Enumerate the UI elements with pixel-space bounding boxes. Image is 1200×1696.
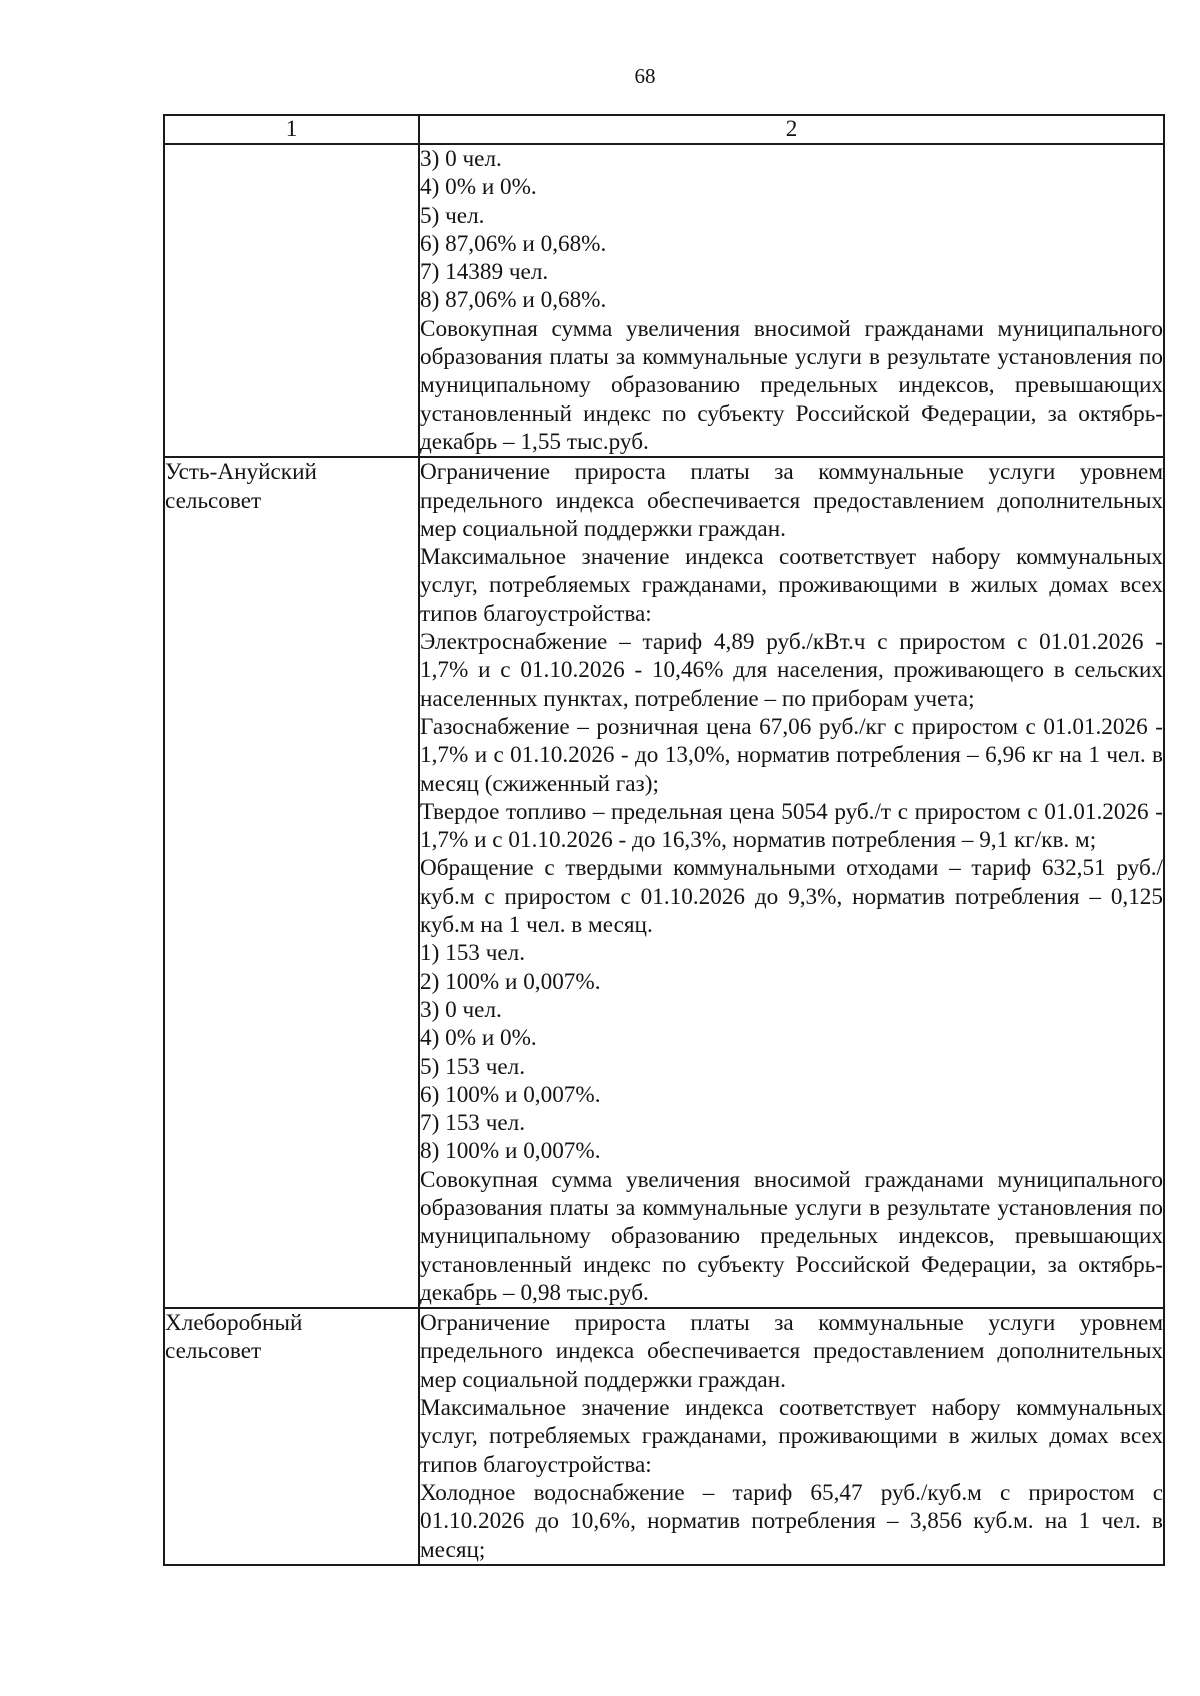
description-paragraph: 8) 100% и 0,007%. <box>420 1138 601 1165</box>
municipality-name-line: Усть-Ануйский <box>165 459 317 486</box>
description-paragraph: 5) 153 чел. <box>420 1053 526 1080</box>
description-paragraph: Максимальное значение индекса соответствует набору коммунальных услуг, потребляемых гражданами, проживающими в жилых домах всех типов благоустройства: <box>420 1395 1163 1478</box>
page-number: 68 <box>634 64 656 88</box>
description-paragraph: 6) 87,06% и 0,68%. <box>420 230 607 257</box>
municipality-name-line: сельсовет <box>165 487 262 514</box>
data-table <box>163 114 1165 1566</box>
description-paragraph: Совокупная сумма увеличения вносимой гражданами муниципального образования платы за коммунальные услуги в результате установления по муниципальному образованию предельных индексов, превышающих установленный индекс по субъекту Российской Федерации, за октябрь-декабрь – 0,98 тыс.руб. <box>420 1166 1163 1306</box>
description-paragraph: 8) 87,06% и 0,68%. <box>420 287 607 314</box>
table-body <box>164 144 1164 1565</box>
column-header-1: 1 <box>164 115 419 144</box>
municipality-cell <box>164 1308 419 1565</box>
description-paragraph: 1) 153 чел. <box>420 940 526 967</box>
description-paragraph: 4) 0% и 0%. <box>420 174 537 201</box>
table-row <box>164 1308 1164 1565</box>
description-paragraph: 7) 153 чел. <box>420 1110 526 1137</box>
description-paragraph: Электроснабжение – тариф 4,89 руб./кВт.ч с приростом с 01.01.2026 - 1,7% и с 01.10.2026 - 10,46% для населения, проживающего в сельских населенных пунктах, потребление – по приборам учета; <box>420 629 1163 712</box>
description-paragraph: 6) 100% и 0,007%. <box>420 1081 601 1108</box>
description-paragraph: Обращение с твердыми коммунальными отходами – тариф 632,51 руб./куб.м с приростом с 01.10.2026 до 9,3%, норматив потребления – 0,125 куб.м на 1 чел. в месяц. <box>420 855 1163 939</box>
table-row <box>164 457 1164 1308</box>
municipality-cell <box>164 144 419 457</box>
description-paragraph: 3) 0 чел. <box>420 996 502 1023</box>
description-paragraph: 5) чел. <box>420 202 485 229</box>
table-header-row <box>164 115 1164 144</box>
description-cell <box>419 457 1164 1308</box>
description-paragraph: Совокупная сумма увеличения вносимой гражданами муниципального образования платы за коммунальные услуги в результате установления по муниципальному образованию предельных индексов, превышающих установленный индекс по субъекту Российской Федерации, за октябрь-декабрь – 1,55 тыс.руб. <box>420 315 1163 455</box>
description-paragraph: 2) 100% и 0,007%. <box>420 968 601 995</box>
description-cell <box>419 144 1164 457</box>
description-paragraph: Твердое топливо – предельная цена 5054 руб./т с приростом с 01.01.2026 - 1,7% и с 01.10.2026 - до 16,3%, норматив потребления – 9,1 кг/кв. м; <box>420 798 1163 854</box>
description-paragraph: 4) 0% и 0%. <box>420 1025 537 1052</box>
description-paragraph: 7) 14389 чел. <box>420 259 549 286</box>
municipality-name-line: сельсовет <box>165 1338 262 1365</box>
municipality-cell <box>164 457 419 1308</box>
description-paragraph: 3) 0 чел. <box>420 146 502 172</box>
description-cell <box>419 1308 1164 1565</box>
description-paragraph: Газоснабжение – розничная цена 67,06 руб./кг с приростом с 01.01.2026 - 1,7% и с 01.10.2026 - до 13,0%, норматив потребления – 6,96 кг на 1 чел. в месяц (сжиженный газ); <box>420 713 1163 797</box>
description-paragraph: Максимальное значение индекса соответствует набору коммунальных услуг, потребляемых гражданами, проживающими в жилых домах всех типов благоустройства: <box>420 544 1163 627</box>
description-paragraph: Холодное водоснабжение – тариф 65,47 руб./куб.м с приростом с 01.10.2026 до 10,6%, норматив потребления – 3,856 куб.м. на 1 чел. в месяц; <box>420 1479 1163 1563</box>
table-row <box>164 144 1164 457</box>
description-paragraph: Ограничение прироста платы за коммунальные услуги уровнем предельного индекса обеспечивается предоставлением дополнительных мер социальной поддержки граждан. <box>420 1310 1163 1393</box>
column-header-2: 2 <box>419 115 1164 144</box>
municipality-name-line: Хлеборобный <box>165 1310 303 1337</box>
description-paragraph: Ограничение прироста платы за коммунальные услуги уровнем предельного индекса обеспечивается предоставлением дополнительных мер социальной поддержки граждан. <box>420 459 1163 542</box>
